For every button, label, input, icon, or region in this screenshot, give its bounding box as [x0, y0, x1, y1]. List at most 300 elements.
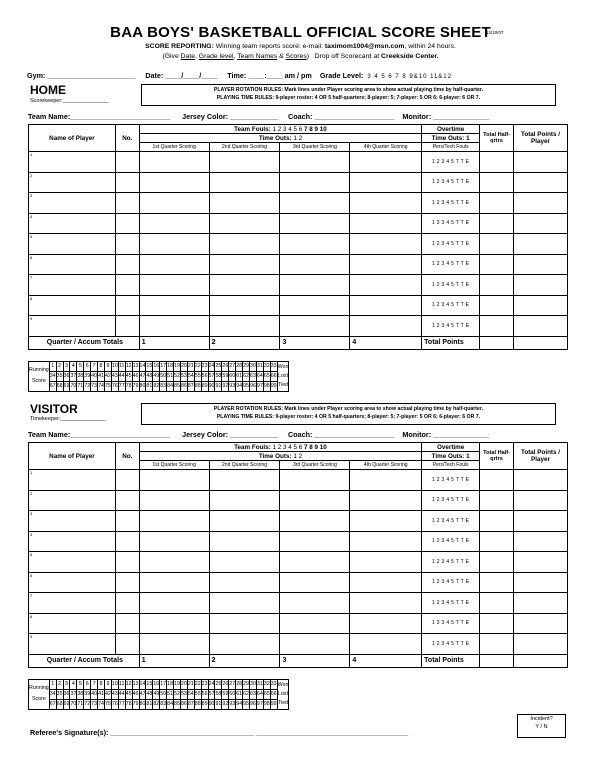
q2-scoring-cell[interactable] — [209, 490, 280, 511]
q4-scoring-cell[interactable] — [350, 152, 422, 173]
running-score-cell[interactable]: 68 — [56, 701, 63, 707]
running-score-cell[interactable]: 61 — [236, 373, 243, 379]
running-score-cell[interactable]: 67 — [49, 383, 56, 389]
header-ot-timeouts[interactable]: Time Outs: 1 — [422, 134, 480, 143]
running-score-cell[interactable]: 46 — [132, 691, 139, 697]
q3-scoring-cell[interactable] — [280, 275, 350, 296]
running-score-cell[interactable]: 14 — [139, 681, 146, 687]
player-number-cell[interactable] — [115, 634, 139, 655]
q1-scoring-cell[interactable] — [139, 172, 209, 193]
q2-scoring-cell[interactable] — [209, 193, 280, 214]
running-score-cell[interactable]: 88 — [194, 701, 201, 707]
player-number-cell[interactable] — [115, 275, 139, 296]
running-score-cell[interactable]: 22 — [194, 681, 201, 687]
running-score-cell[interactable]: 44 — [118, 691, 125, 697]
running-score-cell[interactable]: 74 — [98, 383, 104, 389]
running-score-cell[interactable]: 52 — [174, 691, 180, 697]
running-score-cell[interactable]: 91 — [215, 701, 222, 707]
team-name-field[interactable]: Team Name:_________________________ — [28, 430, 171, 439]
quarter-3-total[interactable]: 3 — [280, 654, 350, 667]
fouls-cell[interactable]: 1 2 3 4 5 T T E — [422, 470, 480, 491]
q4-scoring-cell[interactable] — [350, 572, 422, 593]
running-score-cell[interactable]: 1 — [51, 363, 55, 369]
team-fouls-cell[interactable] — [139, 443, 421, 452]
running-score-cell[interactable]: 13 — [132, 681, 139, 687]
coach-field[interactable]: Coach: ____________________ — [288, 112, 395, 121]
running-score-cell[interactable]: 68 — [56, 383, 63, 389]
q2-scoring-cell[interactable] — [209, 634, 280, 655]
player-name-cell[interactable] — [29, 490, 116, 511]
total-points-cell[interactable] — [514, 254, 568, 275]
running-score-cell[interactable]: 5 — [78, 363, 82, 369]
q4-scoring-cell[interactable] — [350, 552, 422, 573]
total-half-cell[interactable] — [480, 531, 514, 552]
q2-scoring-cell[interactable] — [209, 152, 280, 173]
running-score-cell[interactable]: 42 — [104, 373, 111, 379]
running-score-cell[interactable]: 36 — [63, 373, 70, 379]
total-half-cell[interactable] — [480, 234, 514, 255]
monitor-field[interactable]: Monitor: ______________ — [402, 112, 490, 121]
running-score-cell[interactable]: 13 — [132, 363, 139, 369]
team-fouls-bold[interactable]: 7 8 9 10 — [304, 443, 327, 451]
total-points-cell[interactable] — [514, 234, 568, 255]
running-score-cell[interactable]: 93 — [229, 383, 236, 389]
q3-scoring-cell[interactable] — [280, 295, 350, 316]
total-half-cell[interactable] — [480, 511, 514, 532]
total-points-cell[interactable] — [514, 593, 568, 614]
running-score-cell[interactable]: 99 — [270, 383, 277, 389]
running-score-cell[interactable]: 30 — [250, 681, 256, 687]
q4-scoring-cell[interactable] — [350, 593, 422, 614]
running-score-cell[interactable]: 32 — [263, 681, 270, 687]
running-score-cell[interactable]: 80 — [139, 701, 146, 707]
running-score-cell[interactable]: 8 — [99, 681, 103, 687]
running-score-cell[interactable]: 67 — [49, 701, 56, 707]
quarter-4-total[interactable]: 4 — [350, 336, 422, 349]
running-score-cell[interactable]: 54 — [187, 691, 194, 697]
time-outs-nums[interactable]: 1 2 — [293, 452, 303, 460]
running-score-cell[interactable]: 87 — [187, 383, 194, 389]
running-score-cell[interactable]: 80 — [139, 383, 146, 389]
total-half-sum[interactable] — [480, 654, 514, 667]
running-score-cell[interactable]: 52 — [174, 373, 180, 379]
running-score-cell[interactable]: 15 — [146, 363, 153, 369]
q2-scoring-cell[interactable] — [209, 234, 280, 255]
running-score-cell[interactable]: 51 — [167, 373, 174, 379]
fouls-cell[interactable]: 1 2 3 4 5 T T E — [422, 634, 480, 655]
running-score-cell[interactable]: 81 — [146, 701, 153, 707]
running-score-cell[interactable]: 70 — [70, 383, 77, 389]
running-score-cell[interactable]: 21 — [187, 363, 194, 369]
running-score-cell[interactable]: 23 — [201, 681, 208, 687]
running-score-cell[interactable]: 92 — [222, 383, 229, 389]
fouls-cell[interactable]: 1 2 3 4 5 T T E — [422, 613, 480, 634]
lost-option[interactable]: Lost — [278, 690, 289, 697]
running-score-cell[interactable]: 39 — [84, 691, 91, 697]
running-score-cell[interactable]: 48 — [146, 373, 153, 379]
running-score-cell[interactable]: 21 — [187, 681, 194, 687]
running-score-cell[interactable]: 31 — [256, 681, 263, 687]
running-score-cell[interactable]: 3 — [65, 681, 68, 687]
running-score-cell[interactable]: 35 — [56, 691, 63, 697]
won-option[interactable]: Won — [277, 363, 289, 370]
running-score-cell[interactable]: 57 — [208, 373, 215, 379]
player-number-cell[interactable] — [115, 234, 139, 255]
running-score-cell[interactable]: 17 — [160, 363, 167, 369]
running-score-cell[interactable]: 58 — [215, 691, 222, 697]
monitor-field[interactable]: Monitor: ______________ — [402, 430, 490, 439]
running-score-cell[interactable]: 9 — [106, 681, 110, 687]
q4-scoring-cell[interactable] — [350, 275, 422, 296]
fouls-cell[interactable]: 1 2 3 4 5 T T E — [422, 552, 480, 573]
player-name-cell[interactable] — [29, 552, 116, 573]
running-score-cell[interactable]: 42 — [104, 691, 111, 697]
player-name-cell[interactable] — [29, 213, 116, 234]
fouls-cell[interactable]: 1 2 3 4 5 T T E — [422, 593, 480, 614]
running-score-cell[interactable]: 16 — [153, 363, 160, 369]
q3-scoring-cell[interactable] — [280, 634, 350, 655]
player-number-cell[interactable] — [115, 511, 139, 532]
running-score-cell[interactable]: 59 — [222, 373, 229, 379]
total-half-cell[interactable] — [480, 152, 514, 173]
q1-scoring-cell[interactable] — [139, 593, 209, 614]
running-score-cell[interactable]: 61 — [236, 691, 243, 697]
running-score-cell[interactable]: 50 — [160, 691, 167, 697]
q1-scoring-cell[interactable] — [139, 511, 209, 532]
total-half-cell[interactable] — [480, 316, 514, 337]
running-score-cell[interactable]: 11 — [119, 363, 125, 369]
total-points-cell[interactable] — [514, 275, 568, 296]
running-score-cell[interactable]: 79 — [132, 701, 139, 707]
fouls-cell[interactable]: 1 2 3 4 5 T T E — [422, 213, 480, 234]
incident-box[interactable] — [517, 714, 566, 738]
running-score-cell[interactable]: 77 — [118, 383, 125, 389]
q2-scoring-cell[interactable] — [209, 511, 280, 532]
running-score-cell[interactable]: 86 — [180, 383, 187, 389]
running-score-cell[interactable]: 55 — [194, 691, 201, 697]
visitor-timekeeper[interactable]: Timekeeper:_______________ — [30, 416, 107, 422]
running-score-cell[interactable]: 84 — [167, 383, 174, 389]
q1-scoring-cell[interactable] — [139, 254, 209, 275]
player-number-cell[interactable] — [115, 470, 139, 491]
running-score-cell[interactable]: 43 — [111, 373, 118, 379]
q1-scoring-cell[interactable] — [139, 613, 209, 634]
running-score-cell[interactable]: 98 — [263, 383, 270, 389]
gym-field[interactable]: Gym: ______________________ — [27, 71, 136, 80]
running-score-cell[interactable]: 12 — [125, 363, 132, 369]
quarter-2-total[interactable]: 2 — [209, 336, 280, 349]
running-score-cell[interactable]: 30 — [250, 363, 256, 369]
q4-scoring-cell[interactable] — [350, 213, 422, 234]
running-score-cell[interactable]: 97 — [256, 701, 263, 707]
player-number-cell[interactable] — [115, 572, 139, 593]
running-score-cell[interactable]: 51 — [167, 691, 174, 697]
tied-option[interactable]: Tied — [277, 381, 289, 388]
quarter-1-total[interactable]: 1 — [139, 336, 209, 349]
quarter-3-total[interactable]: 3 — [280, 336, 350, 349]
coach-field[interactable]: Coach: ____________________ — [288, 430, 395, 439]
running-score-cell[interactable]: 96 — [250, 701, 256, 707]
total-points-cell[interactable] — [514, 490, 568, 511]
running-score-cell[interactable]: 96 — [250, 383, 256, 389]
running-score-cell[interactable]: 56 — [201, 691, 208, 697]
q2-scoring-cell[interactable] — [209, 552, 280, 573]
running-score-cell[interactable]: 89 — [201, 701, 208, 707]
q1-scoring-cell[interactable] — [139, 634, 209, 655]
q2-scoring-cell[interactable] — [209, 572, 280, 593]
running-score-cell[interactable]: 40 — [91, 373, 98, 379]
running-score-cell[interactable]: 58 — [215, 373, 222, 379]
running-score-cell[interactable]: 70 — [70, 701, 77, 707]
player-name-cell[interactable] — [29, 172, 116, 193]
running-score-cell[interactable]: 71 — [77, 383, 84, 389]
running-score-cell[interactable]: 8 — [99, 363, 103, 369]
total-points-cell[interactable] — [514, 172, 568, 193]
total-points-cell[interactable] — [514, 511, 568, 532]
total-points-cell[interactable] — [514, 552, 568, 573]
q4-scoring-cell[interactable] — [350, 511, 422, 532]
running-score-cell[interactable]: 29 — [243, 681, 250, 687]
player-number-cell[interactable] — [115, 490, 139, 511]
won-option[interactable]: Won — [277, 681, 289, 688]
running-score-cell[interactable]: 71 — [77, 701, 84, 707]
running-score-cell[interactable]: 73 — [91, 383, 98, 389]
running-score-cell[interactable]: 33 — [270, 363, 277, 369]
running-score-cell[interactable]: 7 — [92, 363, 96, 369]
q1-scoring-cell[interactable] — [139, 316, 209, 337]
running-score-cell[interactable]: 77 — [118, 701, 125, 707]
running-score-cell[interactable]: 17 — [160, 681, 167, 687]
q3-scoring-cell[interactable] — [280, 572, 350, 593]
total-half-cell[interactable] — [480, 552, 514, 573]
running-score-cell[interactable]: 35 — [56, 373, 63, 379]
q1-scoring-cell[interactable] — [139, 275, 209, 296]
running-score-cell[interactable]: 76 — [111, 701, 118, 707]
total-half-cell[interactable] — [480, 490, 514, 511]
running-score-cell[interactable]: 6 — [85, 681, 89, 687]
team-fouls-bold[interactable]: 7 8 9 10 — [304, 125, 327, 133]
fouls-cell[interactable]: 1 2 3 4 5 T T E — [422, 193, 480, 214]
running-score-cell[interactable]: 38 — [77, 691, 84, 697]
team-fouls-cell[interactable] — [139, 125, 421, 134]
total-points-cell[interactable] — [514, 193, 568, 214]
running-score-cell[interactable]: 20 — [180, 681, 187, 687]
running-score-cell[interactable]: 94 — [236, 701, 243, 707]
time-outs-nums[interactable]: 1 2 — [293, 134, 303, 142]
total-half-cell[interactable] — [480, 572, 514, 593]
running-score-cell[interactable]: 55 — [194, 373, 201, 379]
q3-scoring-cell[interactable] — [280, 152, 350, 173]
player-name-cell[interactable] — [29, 152, 116, 173]
running-score-cell[interactable]: 43 — [111, 691, 118, 697]
incident-yn[interactable]: Y / N — [535, 724, 548, 730]
q4-scoring-cell[interactable] — [350, 634, 422, 655]
running-score-cell[interactable]: 78 — [125, 383, 132, 389]
team-name-field[interactable]: Team Name:_________________________ — [28, 112, 171, 121]
player-number-cell[interactable] — [115, 295, 139, 316]
q3-scoring-cell[interactable] — [280, 490, 350, 511]
player-name-cell[interactable] — [29, 531, 116, 552]
running-score-cell[interactable]: 76 — [111, 383, 118, 389]
running-score-cell[interactable]: 44 — [118, 373, 125, 379]
total-half-cell[interactable] — [480, 295, 514, 316]
running-score-cell[interactable]: 72 — [84, 383, 91, 389]
q4-scoring-cell[interactable] — [350, 470, 422, 491]
total-points-cell[interactable] — [514, 572, 568, 593]
time-outs-cell[interactable] — [139, 452, 421, 461]
player-number-cell[interactable] — [115, 213, 139, 234]
jersey-color-field[interactable]: Jersey Color: ____________ — [182, 430, 279, 439]
q3-scoring-cell[interactable] — [280, 234, 350, 255]
player-number-cell[interactable] — [115, 254, 139, 275]
result-box[interactable] — [277, 361, 289, 391]
running-score-cell[interactable]: 69 — [63, 383, 70, 389]
running-score-cell[interactable]: 2 — [58, 681, 62, 687]
total-half-cell[interactable] — [480, 593, 514, 614]
q4-scoring-cell[interactable] — [350, 193, 422, 214]
player-number-cell[interactable] — [115, 316, 139, 337]
q2-scoring-cell[interactable] — [209, 613, 280, 634]
q3-scoring-cell[interactable] — [280, 254, 350, 275]
running-score-cell[interactable]: 94 — [236, 383, 243, 389]
running-score-cell[interactable]: 66 — [270, 373, 277, 379]
q3-scoring-cell[interactable] — [280, 531, 350, 552]
q1-scoring-cell[interactable] — [139, 213, 209, 234]
running-score-cell[interactable]: 79 — [132, 383, 139, 389]
running-score-cell[interactable]: 9 — [106, 363, 110, 369]
q2-scoring-cell[interactable] — [209, 254, 280, 275]
player-number-cell[interactable] — [115, 172, 139, 193]
running-score-cell[interactable]: 34 — [49, 373, 56, 379]
running-score-cell[interactable]: 59 — [222, 691, 229, 697]
total-half-cell[interactable] — [480, 613, 514, 634]
running-score-cell[interactable]: 19 — [174, 363, 180, 369]
q1-scoring-cell[interactable] — [139, 572, 209, 593]
running-score-cell[interactable]: 63 — [250, 691, 256, 697]
player-number-cell[interactable] — [115, 193, 139, 214]
total-half-cell[interactable] — [480, 470, 514, 491]
q3-scoring-cell[interactable] — [280, 213, 350, 234]
jersey-color-field[interactable]: Jersey Color: ____________ — [182, 112, 279, 121]
total-points-cell[interactable] — [514, 316, 568, 337]
running-score-cell[interactable]: 74 — [98, 701, 104, 707]
q1-scoring-cell[interactable] — [139, 234, 209, 255]
running-score-cell[interactable]: 18 — [167, 681, 174, 687]
running-score-cell[interactable]: 95 — [243, 383, 250, 389]
running-score-cell[interactable]: 72 — [84, 701, 91, 707]
fouls-cell[interactable]: 1 2 3 4 5 T T E — [422, 316, 480, 337]
total-half-cell[interactable] — [480, 254, 514, 275]
running-score-cell[interactable]: 40 — [91, 691, 98, 697]
running-score-cell[interactable]: 46 — [132, 373, 139, 379]
running-score-cell[interactable]: 25 — [215, 681, 222, 687]
fouls-cell[interactable]: 1 2 3 4 5 T T E — [422, 254, 480, 275]
running-score-cell[interactable]: 53 — [180, 691, 187, 697]
running-score-cell[interactable]: 62 — [243, 373, 250, 379]
running-score-cell[interactable]: 82 — [153, 383, 160, 389]
date-field[interactable]: Date: ____/____/____ — [145, 71, 218, 80]
quarter-2-total[interactable]: 2 — [209, 654, 280, 667]
running-score-cell[interactable]: 31 — [256, 363, 263, 369]
running-score-cell[interactable]: 39 — [84, 373, 91, 379]
running-score-cell[interactable]: 11 — [119, 681, 125, 687]
running-score-cell[interactable]: 37 — [70, 691, 77, 697]
quarter-1-total[interactable]: 1 — [139, 654, 209, 667]
player-name-cell[interactable] — [29, 613, 116, 634]
result-box[interactable] — [277, 679, 289, 709]
running-score-cell[interactable]: 10 — [111, 681, 118, 687]
running-score-cell[interactable]: 81 — [146, 383, 153, 389]
running-score-cell[interactable]: 87 — [187, 701, 194, 707]
q4-scoring-cell[interactable] — [350, 613, 422, 634]
running-score-cell[interactable]: 14 — [139, 363, 146, 369]
running-score-cell[interactable]: 15 — [146, 681, 153, 687]
referee-signature[interactable]: Referee's Signature(s): ____________________________________ ______________________________________ — [30, 728, 409, 737]
running-score-cell[interactable]: 32 — [263, 363, 270, 369]
running-score-cell[interactable]: 60 — [229, 373, 236, 379]
running-score-cell[interactable]: 24 — [208, 681, 215, 687]
q4-scoring-cell[interactable] — [350, 531, 422, 552]
q3-scoring-cell[interactable] — [280, 552, 350, 573]
running-score-cell[interactable]: 85 — [174, 383, 180, 389]
running-score-cell[interactable]: 47 — [139, 373, 146, 379]
running-score-cell[interactable]: 49 — [153, 691, 160, 697]
fouls-cell[interactable]: 1 2 3 4 5 T T E — [422, 490, 480, 511]
running-score-cell[interactable]: 57 — [208, 691, 215, 697]
header-ot-timeouts[interactable]: Time Outs: 1 — [422, 452, 480, 461]
running-score-cell[interactable]: 45 — [125, 373, 132, 379]
running-score-cell[interactable]: 4 — [71, 681, 75, 687]
running-score-cell[interactable]: 27 — [229, 681, 236, 687]
q2-scoring-cell[interactable] — [209, 172, 280, 193]
total-points-cell[interactable] — [514, 213, 568, 234]
running-score-cell[interactable]: 24 — [208, 363, 215, 369]
running-score-cell[interactable]: 22 — [194, 363, 201, 369]
q1-scoring-cell[interactable] — [139, 470, 209, 491]
running-score-cell[interactable]: 16 — [153, 681, 160, 687]
running-score-cell[interactable]: 34 — [49, 691, 56, 697]
running-score-cell[interactable]: 90 — [208, 383, 215, 389]
player-name-cell[interactable] — [29, 634, 116, 655]
q2-scoring-cell[interactable] — [209, 213, 280, 234]
running-score-cell[interactable]: 53 — [180, 373, 187, 379]
q2-scoring-cell[interactable] — [209, 593, 280, 614]
home-scorekeeper[interactable]: Scorekeeper:_______________ — [30, 98, 109, 104]
q4-scoring-cell[interactable] — [350, 234, 422, 255]
q1-scoring-cell[interactable] — [139, 295, 209, 316]
time-outs-cell[interactable] — [139, 134, 421, 143]
running-score-cell[interactable]: 90 — [208, 701, 215, 707]
q1-scoring-cell[interactable] — [139, 152, 209, 173]
total-points-cell[interactable] — [514, 531, 568, 552]
running-score-cell[interactable]: 85 — [174, 701, 180, 707]
q1-scoring-cell[interactable] — [139, 552, 209, 573]
running-score-cell[interactable]: 64 — [256, 691, 263, 697]
running-score-cell[interactable]: 75 — [104, 383, 111, 389]
running-score-cell[interactable]: 48 — [146, 691, 153, 697]
running-score-cell[interactable]: 62 — [243, 691, 250, 697]
running-score-cell[interactable]: 12 — [125, 681, 132, 687]
q4-scoring-cell[interactable] — [350, 490, 422, 511]
running-score-cell[interactable]: 83 — [160, 701, 167, 707]
running-score-cell[interactable]: 73 — [91, 701, 98, 707]
tied-option[interactable]: Tied — [277, 699, 289, 706]
player-number-cell[interactable] — [115, 531, 139, 552]
total-points-cell[interactable] — [514, 295, 568, 316]
running-score-cell[interactable]: 47 — [139, 691, 146, 697]
running-score-cell[interactable]: 33 — [270, 681, 277, 687]
q3-scoring-cell[interactable] — [280, 593, 350, 614]
